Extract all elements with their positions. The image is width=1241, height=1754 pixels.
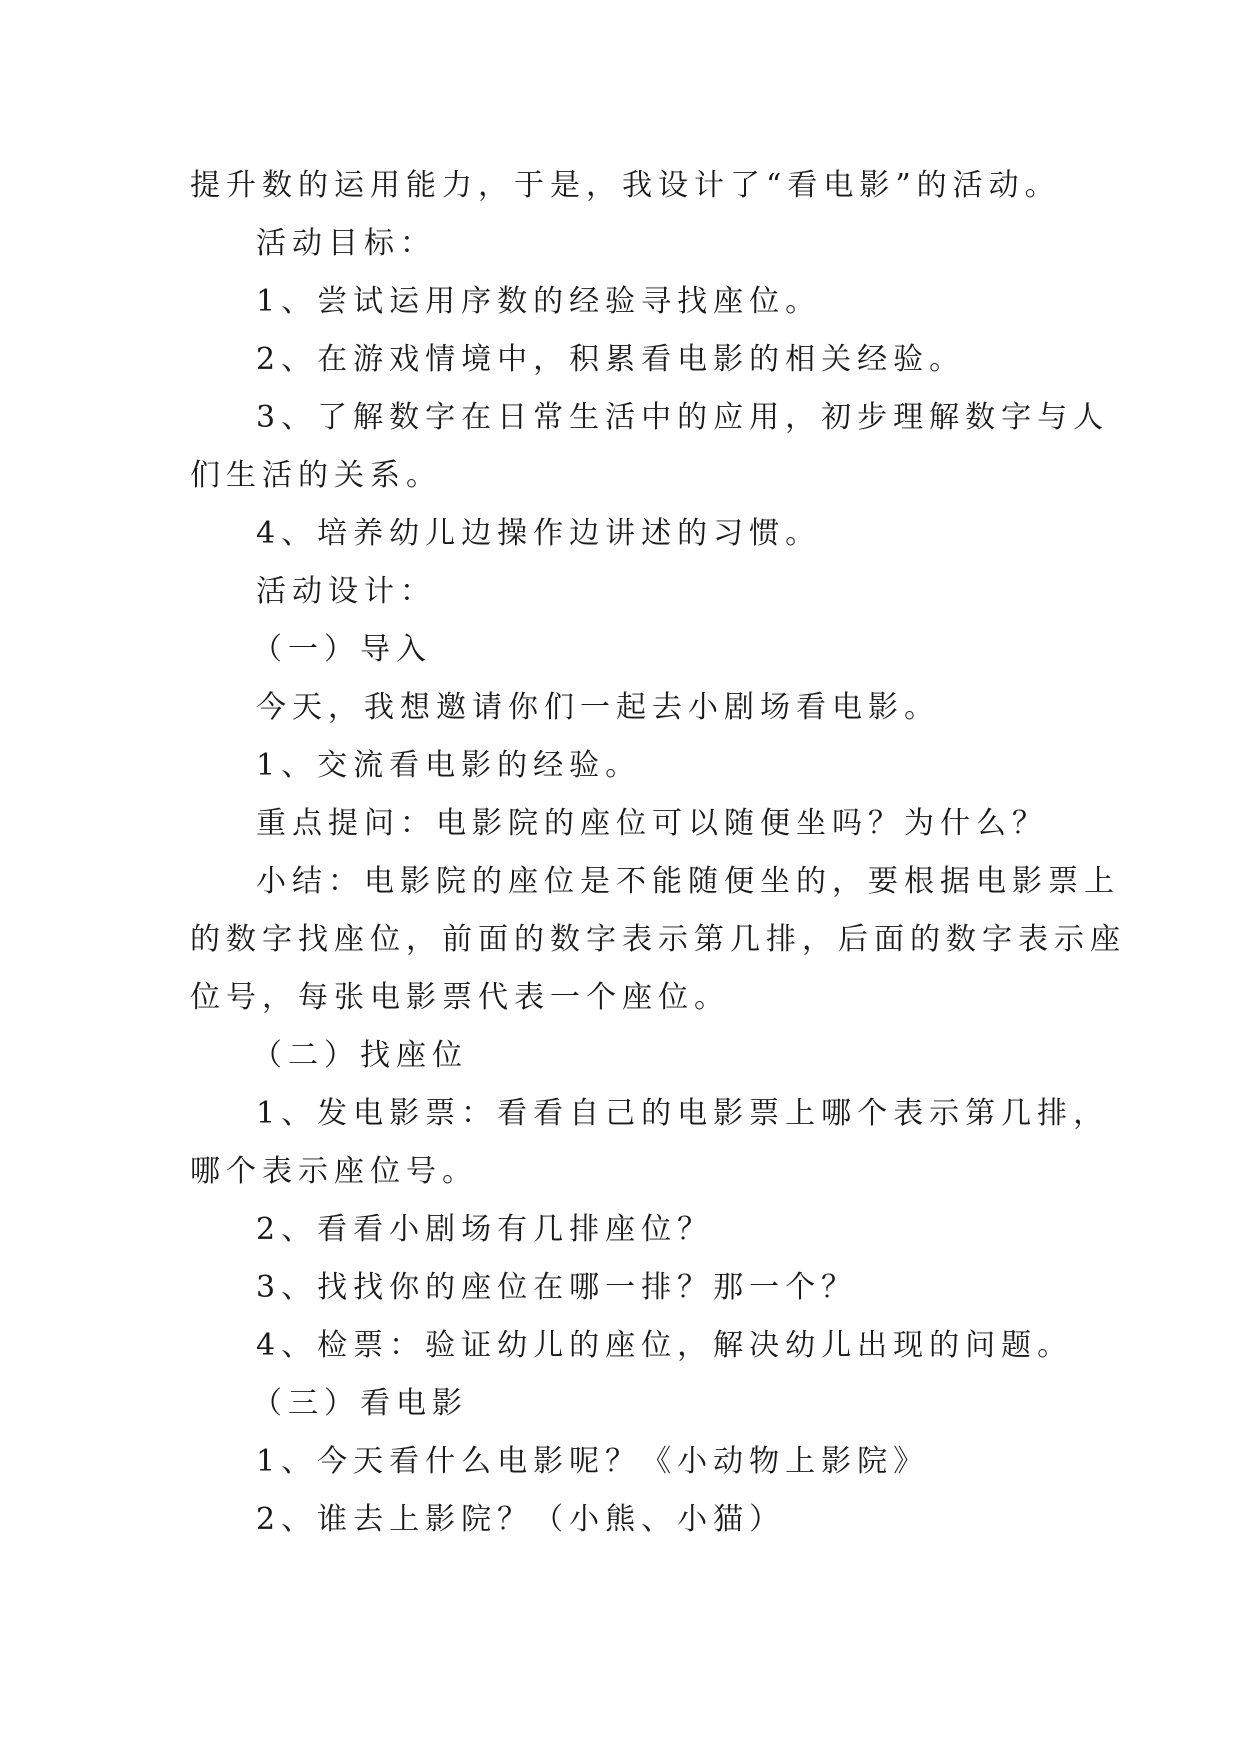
list-item: 1、今天看什么电影呢？《小动物上影院》 (256, 1444, 930, 1479)
list-item: 3、了解数字在日常生活中的应用，初步理解数字与人 (256, 400, 1110, 435)
subsection-heading: （一）导入 (252, 632, 432, 667)
list-item: 4、检票：验证幼儿的座位，解决幼儿出现的问题。 (256, 1328, 1074, 1363)
list-item: 1、尝试运用序数的经验寻找座位。 (256, 284, 822, 319)
section-heading: 活动目标： (256, 226, 436, 261)
paragraph-line: 位号，每张电影票代表一个座位。 (190, 980, 730, 1015)
list-item: 1、发电影票：看看自己的电影票上哪个表示第几排， (256, 1096, 1110, 1131)
paragraph-line: 们生活的关系。 (190, 458, 442, 493)
list-item: 2、在游戏情境中，积累看电影的相关经验。 (256, 342, 966, 377)
list-item: 2、谁去上影院？（小熊、小猫） (256, 1502, 786, 1537)
list-item: 2、看看小剧场有几排座位？ (256, 1212, 714, 1247)
list-item: 3、找找你的座位在哪一排？那一个？ (256, 1270, 858, 1305)
paragraph-line: 提升数的运用能力，于是，我设计了“看电影”的活动。 (190, 168, 1061, 203)
paragraph-line: 哪个表示座位号。 (190, 1154, 478, 1189)
paragraph-line: 小结：电影院的座位是不能随便坐的，要根据电影票上 (256, 864, 1120, 899)
paragraph-line: 的数字找座位，前面的数字表示第几排，后面的数字表示座 (190, 922, 1126, 957)
paragraph-line: 重点提问：电影院的座位可以随便坐吗？为什么？ (256, 806, 1048, 841)
list-item: 4、培养幼儿边操作边讲述的习惯。 (256, 516, 822, 551)
paragraph-line: 今天，我想邀请你们一起去小剧场看电影。 (256, 690, 940, 725)
subsection-heading: （三）看电影 (252, 1386, 468, 1421)
subsection-heading: （二）找座位 (252, 1038, 468, 1073)
list-item: 1、交流看电影的经验。 (256, 748, 642, 783)
section-heading: 活动设计： (256, 574, 436, 609)
